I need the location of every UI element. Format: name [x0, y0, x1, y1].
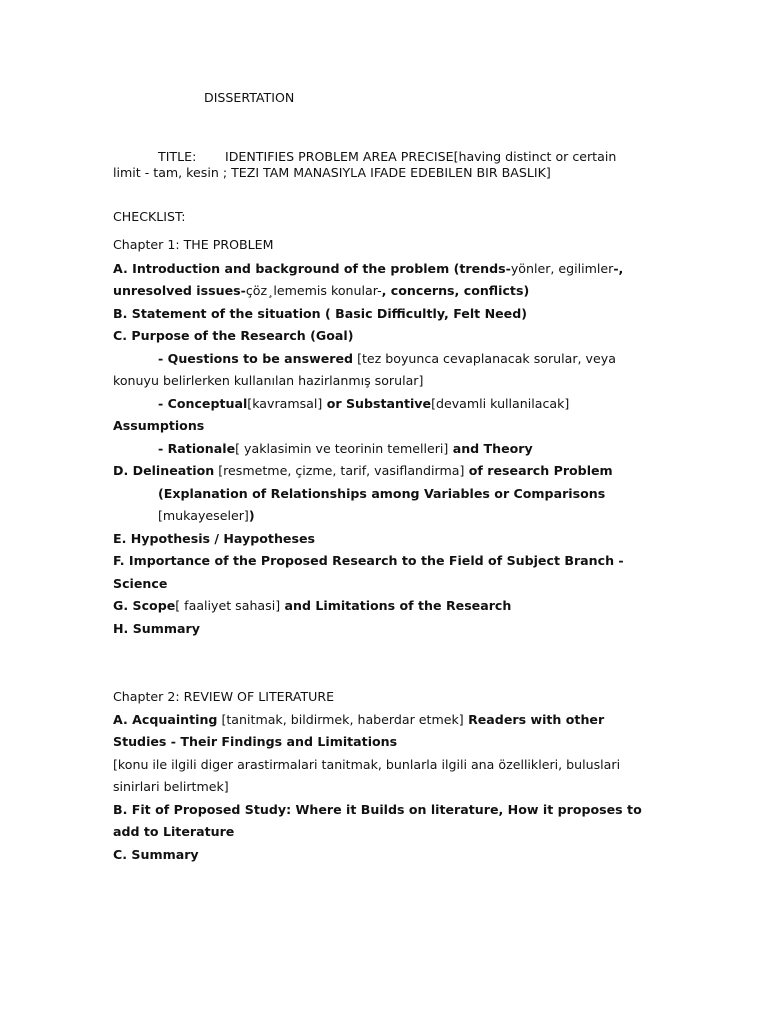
item-a-tail: -, [613, 261, 624, 276]
substantive-text: or Substantive [322, 396, 432, 411]
questions-text: - Questions to be answered [158, 351, 354, 366]
item-e-text: E. Hypothesis / Haypotheses [113, 531, 315, 546]
title-bold: IDENTIFIES PROBLEM AREA PRECISE [225, 149, 454, 164]
chapter2-item-a-line3 [113, 757, 620, 773]
item-c-text: C. Purpose of the Research (Goal) [113, 328, 354, 343]
item-f-text: F. Importance of the Proposed Research to the Field of Subject Branch - [113, 553, 624, 568]
acquainting-note: [tanitmak, bildirmek, haberdar etmek] [217, 712, 464, 727]
chapter1-heading [113, 237, 273, 253]
chapter1-item-e [113, 531, 315, 547]
title-note-1: [having distinct or certain [453, 149, 617, 164]
chapter1-item-b [113, 306, 527, 322]
delineation-text: D. Delineation [113, 463, 215, 478]
theory-text: and Theory [448, 441, 533, 456]
scope-text: G. Scope [113, 598, 176, 613]
chapter1-item-a-line1 [113, 261, 623, 277]
scope-note: [ faaliyet sahasi] [175, 598, 281, 613]
chapter1-item-h [113, 621, 200, 637]
comparisons-note: [mukayeseler] [158, 508, 249, 523]
dissertation-heading [204, 90, 294, 106]
readers-text: Readers with other [463, 712, 605, 727]
checklist-label [113, 209, 186, 225]
title-label: TITLE: [158, 149, 197, 164]
item-f-science: Science [113, 576, 168, 591]
conceptual-text: - Conceptual [158, 396, 248, 411]
chapter1-item-f-line2 [113, 576, 167, 592]
chapter2-item-c [113, 847, 199, 863]
fit-text: B. Fit of Proposed Study: Where it Builds on literature, How it proposes to [113, 802, 642, 817]
title-line-1 [158, 149, 196, 165]
chapter2-heading-text: Chapter 2: REVIEW OF LITERATURE [113, 689, 335, 704]
research-problem-text: of research Problem [464, 463, 613, 478]
chapter1-item-c-questions-line2 [113, 373, 423, 389]
turkish-note-1: [konu ile ilgili diger arastirmalari tanitmak, bunlarla ilgili ana özellikleri, buluslari [113, 757, 621, 772]
studies-text: Studies - Their Findings and Limitations [113, 734, 398, 749]
comparisons-close: ) [248, 508, 255, 523]
item-a-note: yönler, egilimler [510, 261, 614, 276]
questions-note-2: konuyu belirlerken kullanılan hazirlanmış sorular] [113, 373, 424, 388]
chapter1-item-g [113, 598, 511, 614]
chapter2-item-b-line1 [113, 802, 642, 818]
chapter1-item-d-comparisons [158, 508, 255, 524]
conceptual-note: [kavramsal] [247, 396, 323, 411]
substantive-note: [devamli kullanilacak] [431, 396, 570, 411]
chapter2-item-a-line2 [113, 734, 397, 750]
chapter2-summary-text: C. Summary [113, 847, 199, 862]
chapter2-heading [113, 689, 334, 705]
chapter1-item-a-line2 [113, 283, 529, 299]
title-line-1-content [225, 149, 616, 165]
add-to-literature-text: add to Literature [113, 824, 235, 839]
assumptions-text: Assumptions [113, 418, 205, 433]
heading-text: DISSERTATION [204, 90, 295, 105]
rationale-text: - Rationale [158, 441, 236, 456]
turkish-note-2: sinirlari belirtmek] [113, 779, 229, 794]
summary-text: H. Summary [113, 621, 200, 636]
chapter1-heading-text: Chapter 1: THE PROBLEM [113, 237, 274, 252]
chapter1-item-c-conceptual [158, 396, 569, 412]
title-note-2: limit - tam, kesin ; TEZI TAM MANASIYLA IFADE EDEBILEN BIR BASLIK] [113, 165, 551, 180]
chapter2-item-a-line1 [113, 712, 604, 728]
chapter1-item-c [113, 328, 353, 344]
limitations-text: and Limitations of the Research [280, 598, 512, 613]
item-a-issues-note: çöz¸lememis konular- [245, 283, 382, 298]
checklist-text: CHECKLIST: [113, 209, 186, 224]
rationale-note: [ yaklasimin ve teorinin temelleri] [235, 441, 449, 456]
title-line-2 [113, 165, 551, 181]
item-b-text: B. Statement of the situation ( Basic Difficultly, Felt Need) [113, 306, 527, 321]
chapter1-assumptions [113, 418, 204, 434]
explanation-text: (Explanation of Relationships among Variables or Comparisons [158, 486, 606, 501]
chapter1-item-d-explanation [158, 486, 605, 502]
questions-note: [tez boyunca cevaplanacak sorular, veya [353, 351, 616, 366]
item-a-concerns: , concerns, conflicts) [381, 283, 530, 298]
item-a-issues: unresolved issues- [113, 283, 246, 298]
chapter2-item-a-line4 [113, 779, 229, 795]
chapter2-item-b-line2 [113, 824, 234, 840]
acquainting-text: A. Acquainting [113, 712, 218, 727]
chapter1-item-f-line1 [113, 553, 624, 569]
delineation-note: [resmetme, çizme, tarif, vasiflandirma] [214, 463, 465, 478]
chapter1-item-c-questions [158, 351, 616, 367]
chapter1-item-d [113, 463, 613, 479]
item-a-text: A. Introduction and background of the problem (trends- [113, 261, 511, 276]
chapter1-rationale [158, 441, 533, 457]
